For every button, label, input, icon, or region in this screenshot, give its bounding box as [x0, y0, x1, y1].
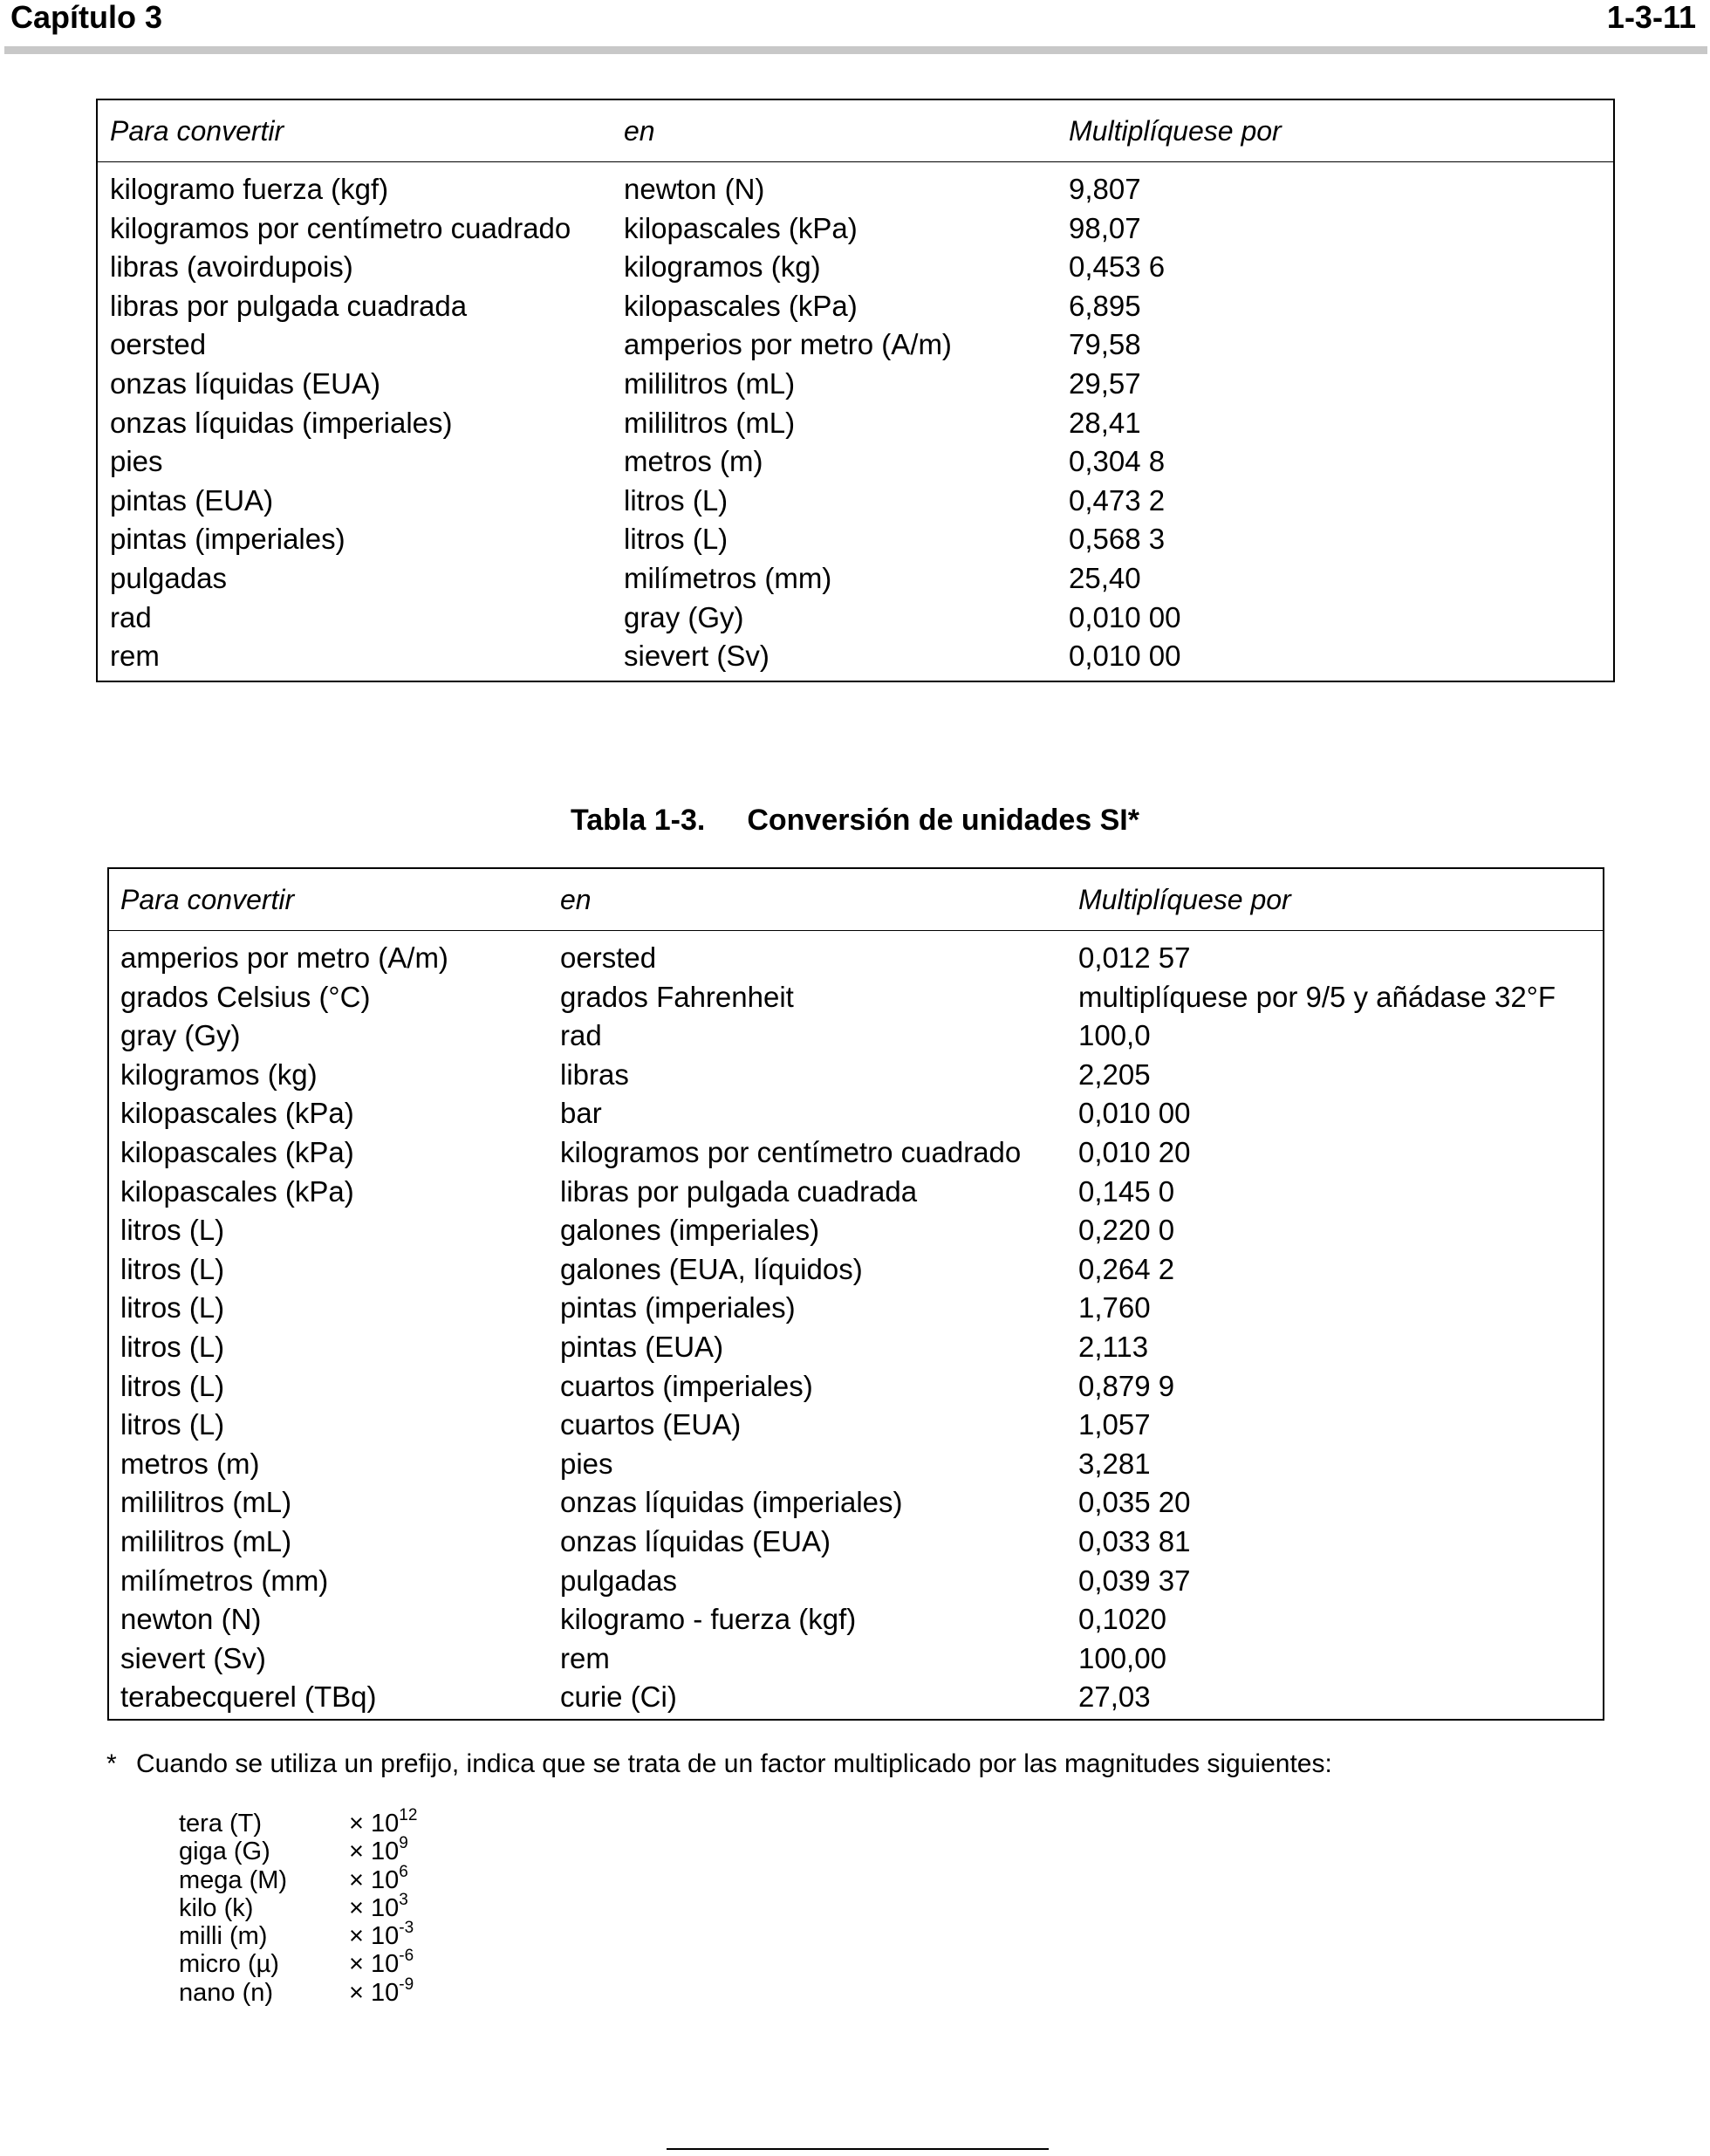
- table-cell: onzas líquidas (EUA): [560, 1524, 831, 1557]
- table-cell: gray (Gy): [624, 600, 744, 633]
- table-cell: 0,879 9: [1078, 1369, 1175, 1402]
- table-row: [109, 1173, 1603, 1212]
- prefix-exponent: 3: [399, 1890, 408, 1909]
- table-cell: pulgadas: [110, 561, 227, 594]
- table-row: [98, 404, 1613, 443]
- table-cell: 27,03: [1078, 1680, 1151, 1714]
- page-header-chapter: Capítulo 3: [10, 0, 163, 35]
- prefix-base: × 10: [349, 1950, 400, 1979]
- prefix-base: × 10: [349, 1978, 400, 2007]
- table-row: [109, 978, 1603, 1017]
- table-row: [109, 1016, 1603, 1056]
- table-cell: 79,58: [1069, 328, 1141, 361]
- table-cell: metros (m): [624, 445, 763, 478]
- table-cell: kilopascales (kPa): [120, 1097, 354, 1130]
- column-header: en: [624, 115, 655, 147]
- table-cell: litros (L): [624, 523, 728, 556]
- table-row: [109, 1367, 1603, 1407]
- table-cell: libras (avoirdupois): [110, 250, 353, 284]
- table-cell: 0,035 20: [1078, 1486, 1191, 1519]
- table-cell: 0,010 20: [1078, 1135, 1191, 1168]
- table-cell: cuartos (imperiales): [560, 1369, 813, 1402]
- table-cell: 3,281: [1078, 1447, 1151, 1480]
- prefix-base: × 10: [349, 1893, 400, 1922]
- table-cell: 0,145 0: [1078, 1174, 1175, 1208]
- table-row: [109, 1211, 1603, 1250]
- table-cell: 0,568 3: [1069, 523, 1166, 556]
- table-cell: pies: [110, 445, 163, 478]
- table-cell: sievert (Sv): [120, 1641, 266, 1674]
- table-cell: amperios por metro (A/m): [624, 328, 952, 361]
- table-row: [98, 325, 1613, 365]
- table-row: [109, 1289, 1603, 1328]
- table-cell: 28,41: [1069, 406, 1141, 439]
- table-cell: 0,264 2: [1078, 1252, 1175, 1285]
- table-cell: rem: [560, 1641, 610, 1674]
- table-row: [109, 1639, 1603, 1679]
- table-cell: kilogramos por centímetro cuadrado: [560, 1135, 1022, 1168]
- prefix-exponent: -9: [399, 1975, 414, 1994]
- table-cell: onzas líquidas (EUA): [110, 366, 380, 400]
- table-cell: pintas (EUA): [110, 483, 274, 517]
- table-cell: pulgadas: [560, 1564, 677, 1597]
- prefix-base: × 10: [349, 1922, 400, 1951]
- table-cell: mililitros (mL): [120, 1486, 292, 1519]
- table-cell: milímetros (mm): [624, 561, 832, 594]
- prefix-exponent: -6: [399, 1947, 414, 1966]
- prefix-name: micro (µ): [179, 1950, 279, 1979]
- table-row: [109, 1133, 1603, 1173]
- table-cell: litros (L): [120, 1252, 225, 1285]
- table-body: [109, 939, 1603, 1717]
- table-caption: [0, 803, 1710, 838]
- table-cell: libras por pulgada cuadrada: [560, 1174, 918, 1208]
- table-cell: pintas (imperiales): [560, 1291, 796, 1324]
- table-cell: mililitros (mL): [624, 406, 796, 439]
- column-header: Para convertir: [110, 115, 284, 147]
- table-cell: 0,033 81: [1078, 1524, 1191, 1557]
- conversion-table-continued: [96, 99, 1615, 682]
- table-cell: pintas (imperiales): [110, 523, 345, 556]
- table-cell: litros (L): [120, 1214, 225, 1247]
- table-cell: gray (Gy): [120, 1019, 241, 1052]
- prefix-name: milli (m): [179, 1922, 268, 1951]
- table-cell: onzas líquidas (imperiales): [560, 1486, 903, 1519]
- prefix-name: tera (T): [179, 1810, 263, 1838]
- table-cell: newton (N): [624, 173, 765, 205]
- prefix-base: × 10: [349, 1865, 400, 1894]
- table-cell: kilogramo - fuerza (kgf): [560, 1603, 857, 1636]
- table-cell: 0,039 37: [1078, 1564, 1191, 1597]
- table-cell: grados Celsius (°C): [120, 980, 371, 1013]
- table-row: [98, 287, 1613, 326]
- table-cell: oersted: [560, 941, 657, 974]
- table-cell: kilopascales (kPa): [624, 211, 858, 244]
- column-header: Para convertir: [120, 884, 295, 915]
- table-cell: newton (N): [120, 1603, 262, 1636]
- table-cell: 0,453 6: [1069, 250, 1166, 284]
- table-cell: sievert (Sv): [624, 640, 770, 673]
- table-cell: 98,07: [1069, 211, 1141, 244]
- table-row: [109, 1056, 1603, 1095]
- footnote-text: Cuando se utiliza un prefijo, indica que se trata de un factor multiplicado por las magnitudes siguientes:: [136, 1749, 1332, 1778]
- table-cell: 100,00: [1078, 1641, 1166, 1674]
- table-cell: kilogramo fuerza (kgf): [110, 173, 389, 205]
- table-row: [109, 1094, 1603, 1133]
- table-row: [109, 939, 1603, 978]
- table-cell: curie (Ci): [560, 1680, 677, 1714]
- table-cell: galones (EUA, líquidos): [560, 1252, 863, 1285]
- table-row: [109, 1562, 1603, 1601]
- table-cell: rem: [110, 640, 160, 673]
- table-cell: galones (imperiales): [560, 1214, 820, 1247]
- table-body: [98, 170, 1613, 676]
- prefix-name: mega (M): [179, 1865, 288, 1894]
- table-caption-title: Conversión de unidades SI*: [747, 804, 1139, 837]
- table-row: [109, 1328, 1603, 1367]
- prefix-exponent: 9: [399, 1834, 408, 1853]
- table-cell: 2,113: [1078, 1330, 1149, 1363]
- table-cell: 0,010 00: [1069, 640, 1181, 673]
- table-cell: 6,895: [1069, 289, 1141, 322]
- table-cell: 100,0: [1078, 1019, 1151, 1052]
- table-row: [98, 520, 1613, 559]
- table-cell: 0,010 00: [1078, 1097, 1191, 1130]
- table-row: [98, 559, 1613, 599]
- table-caption-number: Tabla 1-3.: [571, 804, 706, 837]
- table-cell: litros (L): [120, 1408, 225, 1441]
- table-cell: kilogramos por centímetro cuadrado: [110, 211, 571, 244]
- table-cell: rad: [560, 1019, 602, 1052]
- table-row: [98, 170, 1613, 209]
- table-row: [98, 248, 1613, 287]
- column-header: en: [560, 884, 592, 915]
- table-row: [98, 365, 1613, 404]
- table-row: [109, 1406, 1603, 1445]
- table-cell: kilopascales (kPa): [624, 289, 858, 322]
- footer-rule: [667, 2148, 1049, 2150]
- prefix-name: nano (n): [179, 1978, 274, 2007]
- table-cell: libras por pulgada cuadrada: [110, 289, 468, 322]
- prefix-base: × 10: [349, 1810, 400, 1838]
- table-cell: 2,205: [1078, 1057, 1151, 1091]
- footnote: [106, 1749, 1332, 1780]
- table-header: [109, 869, 1603, 931]
- table-cell: onzas líquidas (imperiales): [110, 406, 453, 439]
- table-cell: kilopascales (kPa): [120, 1135, 354, 1168]
- table-row: [109, 1600, 1603, 1639]
- table-cell: kilogramos (kg): [624, 250, 821, 284]
- table-cell: cuartos (EUA): [560, 1408, 742, 1441]
- table-cell: litros (L): [120, 1369, 225, 1402]
- table-cell: pintas (EUA): [560, 1330, 724, 1363]
- table-cell: 1,057: [1078, 1408, 1151, 1441]
- table-row: [109, 1483, 1603, 1523]
- table-cell: terabecquerel (TBq): [120, 1680, 377, 1714]
- table-cell: pies: [560, 1447, 613, 1480]
- table-row: [109, 1678, 1603, 1717]
- table-header: [98, 100, 1613, 162]
- table-cell: 0,012 57: [1078, 941, 1191, 974]
- table-cell: 0,1020: [1078, 1603, 1166, 1636]
- table-cell: libras: [560, 1057, 629, 1091]
- table-cell: metros (m): [120, 1447, 260, 1480]
- table-row: [98, 637, 1613, 676]
- column-header: Multiplíquese por: [1069, 115, 1282, 147]
- table-cell: milímetros (mm): [120, 1564, 329, 1597]
- table-cell: oersted: [110, 328, 207, 361]
- prefix-name: kilo (k): [179, 1893, 254, 1922]
- page-header-number: 1-3-11: [1606, 0, 1696, 35]
- conversion-table-si: [107, 867, 1604, 1721]
- prefix-exponent: 12: [399, 1806, 418, 1824]
- table-cell: 25,40: [1069, 561, 1141, 594]
- table-cell: 1,760: [1078, 1291, 1151, 1324]
- column-header: Multiplíquese por: [1078, 884, 1291, 915]
- table-cell: bar: [560, 1097, 602, 1130]
- table-cell: 9,807: [1069, 173, 1141, 205]
- table-cell: 0,220 0: [1078, 1214, 1175, 1247]
- table-row: [98, 599, 1613, 638]
- prefix-name: giga (G): [179, 1838, 270, 1866]
- header-rule: [4, 46, 1707, 54]
- footnote-marker: *: [106, 1749, 117, 1778]
- table-cell: kilogramos (kg): [120, 1057, 318, 1091]
- table-row: [98, 209, 1613, 249]
- table-cell: litros (L): [120, 1291, 225, 1324]
- table-cell: rad: [110, 600, 152, 633]
- table-row: [109, 1445, 1603, 1484]
- table-cell: mililitros (mL): [624, 366, 796, 400]
- table-cell: 0,473 2: [1069, 483, 1166, 517]
- prefix-factor: [349, 1975, 414, 2010]
- table-row: [109, 1250, 1603, 1290]
- prefix-exponent: 6: [399, 1862, 408, 1881]
- table-row: [109, 1523, 1603, 1562]
- table-cell: amperios por metro (A/m): [120, 941, 448, 974]
- table-cell: litros (L): [624, 483, 728, 517]
- table-cell: kilopascales (kPa): [120, 1174, 354, 1208]
- table-cell: 0,010 00: [1069, 600, 1181, 633]
- table-cell: 0,304 8: [1069, 445, 1166, 478]
- table-row: [98, 482, 1613, 521]
- table-cell: 29,57: [1069, 366, 1141, 400]
- table-cell: grados Fahrenheit: [560, 980, 794, 1013]
- table-row: [98, 442, 1613, 482]
- table-cell: mililitros (mL): [120, 1524, 292, 1557]
- table-cell: multiplíquese por 9/5 y añádase 32°F: [1078, 980, 1556, 1013]
- prefix-exponent: -3: [399, 1919, 414, 1938]
- prefix-base: × 10: [349, 1838, 400, 1866]
- table-cell: litros (L): [120, 1330, 225, 1363]
